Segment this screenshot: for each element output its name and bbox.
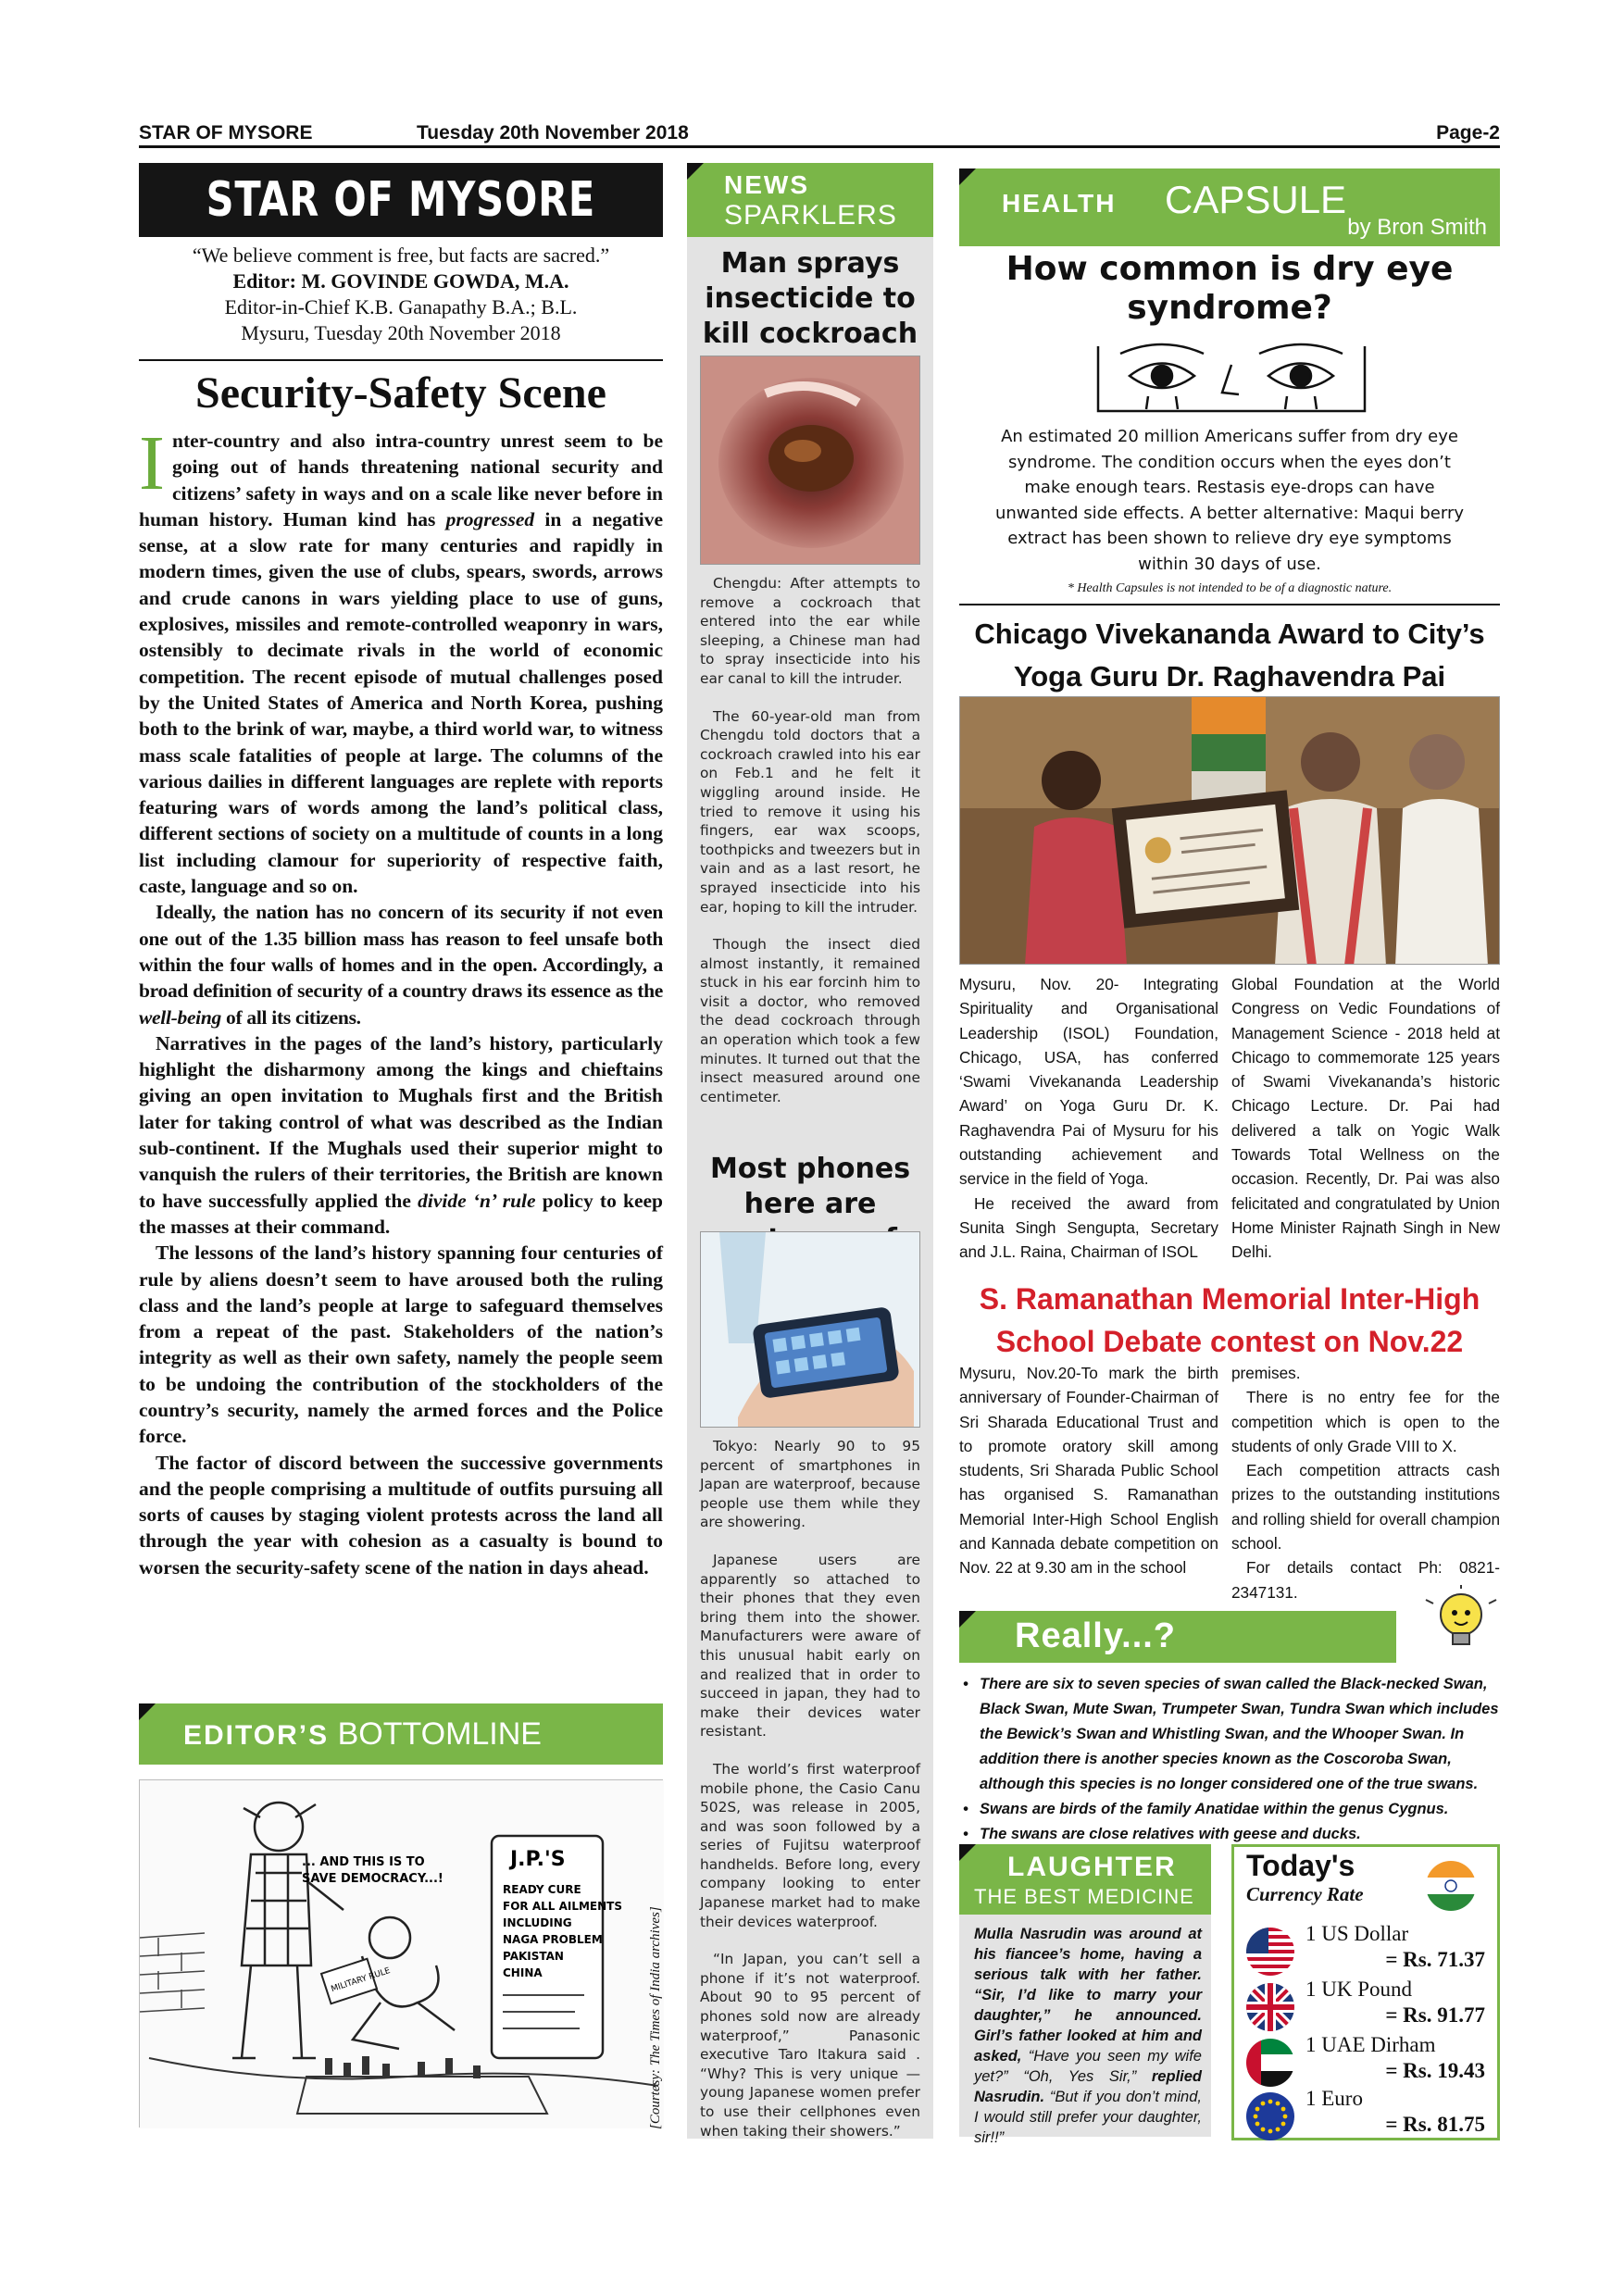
story-title-cockroach: Man sprays insecticide to kill cockroach	[702, 247, 918, 350]
eu-flag-icon	[1246, 2092, 1294, 2140]
currency-name: 1 UK Pound	[1305, 1978, 1413, 2001]
currency-subtitle: Currency Rate	[1246, 1883, 1364, 1905]
india-flag-icon	[1426, 1861, 1476, 1911]
currency-row-gbp	[1246, 1978, 1491, 2033]
lightbulb-icon	[1424, 1585, 1498, 1659]
editorial-paragraph: Narratives in the pages of the land’s history, particularly highlight the disharmony among the kings and chieftains giving an open invitation to Mughals first and the British later for taking control of what was described as the Indian sub-continent. If the Mughals used their superior might to vanquish the rulers of their territories, the British are known to have successfully applied the divide ‘n’ rule policy to keep the masses at their command.	[139, 1031, 664, 1238]
dateline: Mysuru, Tuesday 20th November 2018	[241, 321, 561, 344]
svg-text:NAGA PROBLEM: NAGA PROBLEM	[503, 1933, 603, 1946]
photo-waterproof-phone	[700, 1231, 920, 1428]
masthead-logo: STAR OF MYSORE	[139, 163, 663, 237]
photo-ear-cockroach	[700, 356, 920, 565]
story-title-waterproof: Most phones here are	[709, 1153, 911, 1220]
currency-row-usd	[1246, 1922, 1491, 1978]
debate-column-1: Mysuru, Nov.20-To mark the birth anniversary of Founder-Chairman of Sri Sharada Educational Trust and to promote oratory skill among students, Sri Sharada Public School has organised S. Ramanathan Memorial Inter-High School English and Kannada debate competition on Nov. 22 at 9.30 am in the school	[959, 1364, 1218, 1578]
editorial-paragraph: Ideally, the nation has no concern of its security if not even one out of the 1.35 billion mass has reason to feel unsafe both within the four walls of homes and in the open. Accordingly, a broad definition of security of a country draws its essence as the well-being of all its citizens.	[139, 901, 663, 1029]
really-facts-list	[959, 1672, 1500, 1847]
vivekananda-column-1: Mysuru, Nov. 20- Integrating Spirituality and Organisational Leadership (ISOL) Foundation, Chicago, USA, has conferred ‘Swami Vivekananda Leadership Award’ on Yoga Guru Dr. K. Raghavendra Pai of Mysuru for his outstanding achievement and service in the field of Yoga. He received the award from Sunita Singh Sengupta, Secretary and J.L. Raina, Chairman of ISOL	[959, 975, 1218, 1262]
bottomline-header: EDITOR’S BOTTOMLINE	[139, 1703, 663, 1765]
currency-value: = Rs. 81.75	[1385, 2113, 1485, 2136]
header-paper-name: STAR OF MYSORE	[139, 122, 313, 144]
uae-flag-icon	[1246, 2039, 1294, 2087]
list-item: • There are six to seven species of swan called the Black-necked Swan, Black Swan, Mute Swan, Trumpeter Swan, Tundra Swan which includes the Bewick’s Swan and Whistling Swan, and the Whooper Swan. In addition there is another species known as the Coscoroba Swan, although this species is no longer considered one of the true swans.	[959, 1672, 1500, 1797]
debate-column-2: premises. There is no entry fee for the competition which is open to the students of only Grade VIII to X. Each competition attracts cash prizes to the outstanding institutions and rolling shield for overall champion school. For details contact Ph: 0821-2347131.	[1231, 1364, 1500, 1602]
svg-text:READY CURE: READY CURE	[503, 1883, 581, 1896]
us-flag-icon	[1246, 1928, 1294, 1976]
editor-line: Editor: M. GOVINDE GOWDA, M.A.	[232, 269, 569, 293]
health-capsule-header: HEALTH CAPSULE by Bron Smith	[959, 168, 1500, 246]
list-item: • Swans are birds of the family Anatidae within the genus Cygnus.	[959, 1797, 1500, 1822]
debate-contest-title: S. Ramanathan Memorial Inter-High School Debate contest on Nov.22	[979, 1282, 1480, 1358]
currency-value: = Rs. 91.77	[1385, 2003, 1485, 2027]
health-title: How common is dry eye syndrome?	[1006, 250, 1454, 327]
news-sparklers-header: NEWS SPARKLERS	[687, 163, 933, 237]
currency-row-aed	[1246, 2033, 1491, 2089]
health-body: An estimated 20 million Americans suffer from dry eye syndrome. The condition occurs when the eyes don’t make enough tears. Restasis eye-drops can have unwanted side effects. A better alternative: Maqui berry extract has been shown to relieve dry eye symptoms within 30 days of use.	[994, 427, 1465, 574]
award-ceremony-photo	[959, 696, 1500, 965]
currency-name: 1 Euro	[1305, 2087, 1363, 2110]
editorial-paragraph: The factor of discord between the successive governments and the people comprising a multitude of outfits pursuing all sorts of causes by staging violent protests across the land all through the year with cohesion as a casualty is bound to worsen the security-safety scene of the nation in days ahead.	[139, 1451, 663, 1578]
editorial-title: Security-Safety Scene	[195, 368, 606, 418]
currency-value: = Rs. 19.43	[1385, 2059, 1485, 2082]
editorial-paragraph: Inter-country and also intra-country unrest seem to be going out of hands threatening national security and citizens’ safety in ways and on a scale like never before in human history. Human kind has progressed in a negative sense, at a slow rate for many centuries and rapidly in modern times, given the use of clubs, spears, swords, arrows and crude canons in wars yielding place to use of guns, explosives, missiles and remote-controlled weaponry in wars, ostensibly to decimate rivals in the world of economic competition. The recent episode of mutual challenges posed by the United States of America and North Korea, pushing both to the brink of war, maybe, a third world war, to witness mass scale fatalities of people at large. The columns of the various dailies in different languages are replete with reports featuring wars of words among the land’s political class, different sections of society on a multitude of counts in a long list including clamour for superiority of respective faith, caste, language and so on.	[139, 420, 664, 898]
page-header-bar	[139, 119, 1500, 148]
svg-text:INCLUDING: INCLUDING	[503, 1916, 572, 1929]
header-page-number: Page-2	[1436, 122, 1500, 144]
svg-text:PAKISTAN: PAKISTAN	[503, 1950, 564, 1963]
really-header: Really...?	[959, 1611, 1396, 1663]
editorial-paragraph: The lessons of the land’s history spanning four centuries of rule by aliens doesn’t seem to have aroused both the ruling class and the land’s people at large to safeguard themselves from a repeat of the past. Stakeholders of the nation’s integrity as well as their own safety, namely the people seem to be undoing the contribution of the stockholders of the country’s security, namely the armed forces and the Police force.	[139, 1242, 663, 1448]
editorial-body	[139, 420, 664, 1580]
svg-text:CHINA: CHINA	[503, 1966, 543, 1979]
divider	[139, 359, 663, 361]
cartoon-illustration	[139, 1779, 663, 2128]
currency-row-eur	[1246, 2087, 1491, 2142]
list-item: • The swans are close relatives with geese and ducks.	[959, 1822, 1500, 1847]
uk-flag-icon	[1246, 1983, 1294, 2031]
story-body-cockroach: Chengdu: After attempts to remove a cockroach that entered into the ear while sleeping, a Chinese man had to spray insecticide into his ear canal to kill the intruder. The 60-year-old man from Chengdu told doctors that a cockroach crawled into his ear on Feb.1 and he felt it wiggling around inside. He tried to remove it using his fingers, ear wax scoops, toothpicks and tweezers but in vain and as a last resort, he sprayed insecticide into his ear, hoping to kill the intruder. Though the insect died almost instantly, it remained stuck in his ear forcinh him to visit a doctor, who removed the dead cockroach through an operation which took a few minutes. It turned out that the insect measured around one centimeter.	[700, 575, 920, 1105]
currency-name: 1 UAE Dirham	[1305, 2033, 1436, 2056]
header-date: Tuesday 20th November 2018	[417, 122, 689, 144]
svg-text:SAVE DEMOCRACY...!: SAVE DEMOCRACY...!	[302, 1872, 443, 1886]
motto: “We believe comment is free, but facts are sacred.”	[192, 243, 610, 267]
cartoon-caption: ... AND THIS IS TO	[302, 1855, 425, 1869]
svg-text:J.P.'S: J.P.'S	[510, 1848, 566, 1871]
divider	[959, 604, 1500, 605]
vivekananda-title: Chicago Vivekananda Award to City’s Yoga Guru Dr. Raghavendra Pai	[974, 618, 1485, 693]
cartoon-credit: [Courtesy: The Times of India archives]	[648, 1906, 663, 2129]
drop-cap: I	[139, 420, 165, 506]
currency-value: = Rs. 71.37	[1385, 1948, 1485, 1971]
health-disclaimer: * Health Capsules is not intended to be of a diagnostic nature.	[1067, 581, 1393, 595]
eye-illustration	[1093, 337, 1370, 417]
currency-name: 1 US Dollar	[1305, 1922, 1409, 1945]
cartoon-box-label: MILITARY RULE	[330, 1965, 392, 1995]
vivekananda-column-2: Global Foundation at the World Congress on Vedic Foundations of Management Science - 2018 held at Chicago to commemorate 125 years of Swami Vivekananda’s historic Chicago Lecture. Dr. Pai had delivered a talk on Yogic Walk Towards Total Wellness on the occasion. Recently, Dr. Pai was also felicitated and congratulated by Union Home Minister Rajnath Singh in New Delhi.	[1231, 975, 1500, 1262]
editor-in-chief-line: Editor-in-Chief K.B. Ganapathy B.A.; B.L.	[224, 295, 578, 318]
svg-text:FOR ALL AILMENTS: FOR ALL AILMENTS	[503, 1900, 622, 1913]
masthead-info	[139, 243, 663, 346]
laughter-header: LAUGHTER THE BEST MEDICINE	[959, 1844, 1211, 1915]
currency-title: Today's	[1246, 1849, 1355, 1882]
story-body-waterproof: Tokyo: Nearly 90 to 95 percent of smartphones in Japan are waterproof, because people use them while they are showering. Japanese users are apparently so attached to their phones that they even bring them into the shower. Manufacturers were aware of this unusual habit early on and realized that in order to succeed in japan, they had to make their devices water resistant. The world’s first waterproof mobile phone, the Casio Canu 502S, was release in 2005, and was soon followed by a series of Fujitsu waterproof handhelds. Before long, every company looking to enter Japanese market had to make their devices waterproof. “In Japan, you can’t sell a phone if it’s not waterproof. About 90 to 95 percent of phones sold now are already waterproof,” Panasonic executive Taro Itakura said . “Why? This is very unique — young Japanese women prefer to use their cellphones even when taking their showers.”	[700, 1438, 920, 2140]
laughter-joke: Mulla Nasrudin was around at his fiancee’s home, having a serious talk with her father. “Sir, I’d like to marry your daughter,” he announced. Girl’s father looked at him and asked, “Have you seen my wife yet?” “Oh, Yes Sir,” replied Nasrudin. “But if you don’t mind, I would still prefer your daughter, sir!!”	[959, 1915, 1211, 2137]
